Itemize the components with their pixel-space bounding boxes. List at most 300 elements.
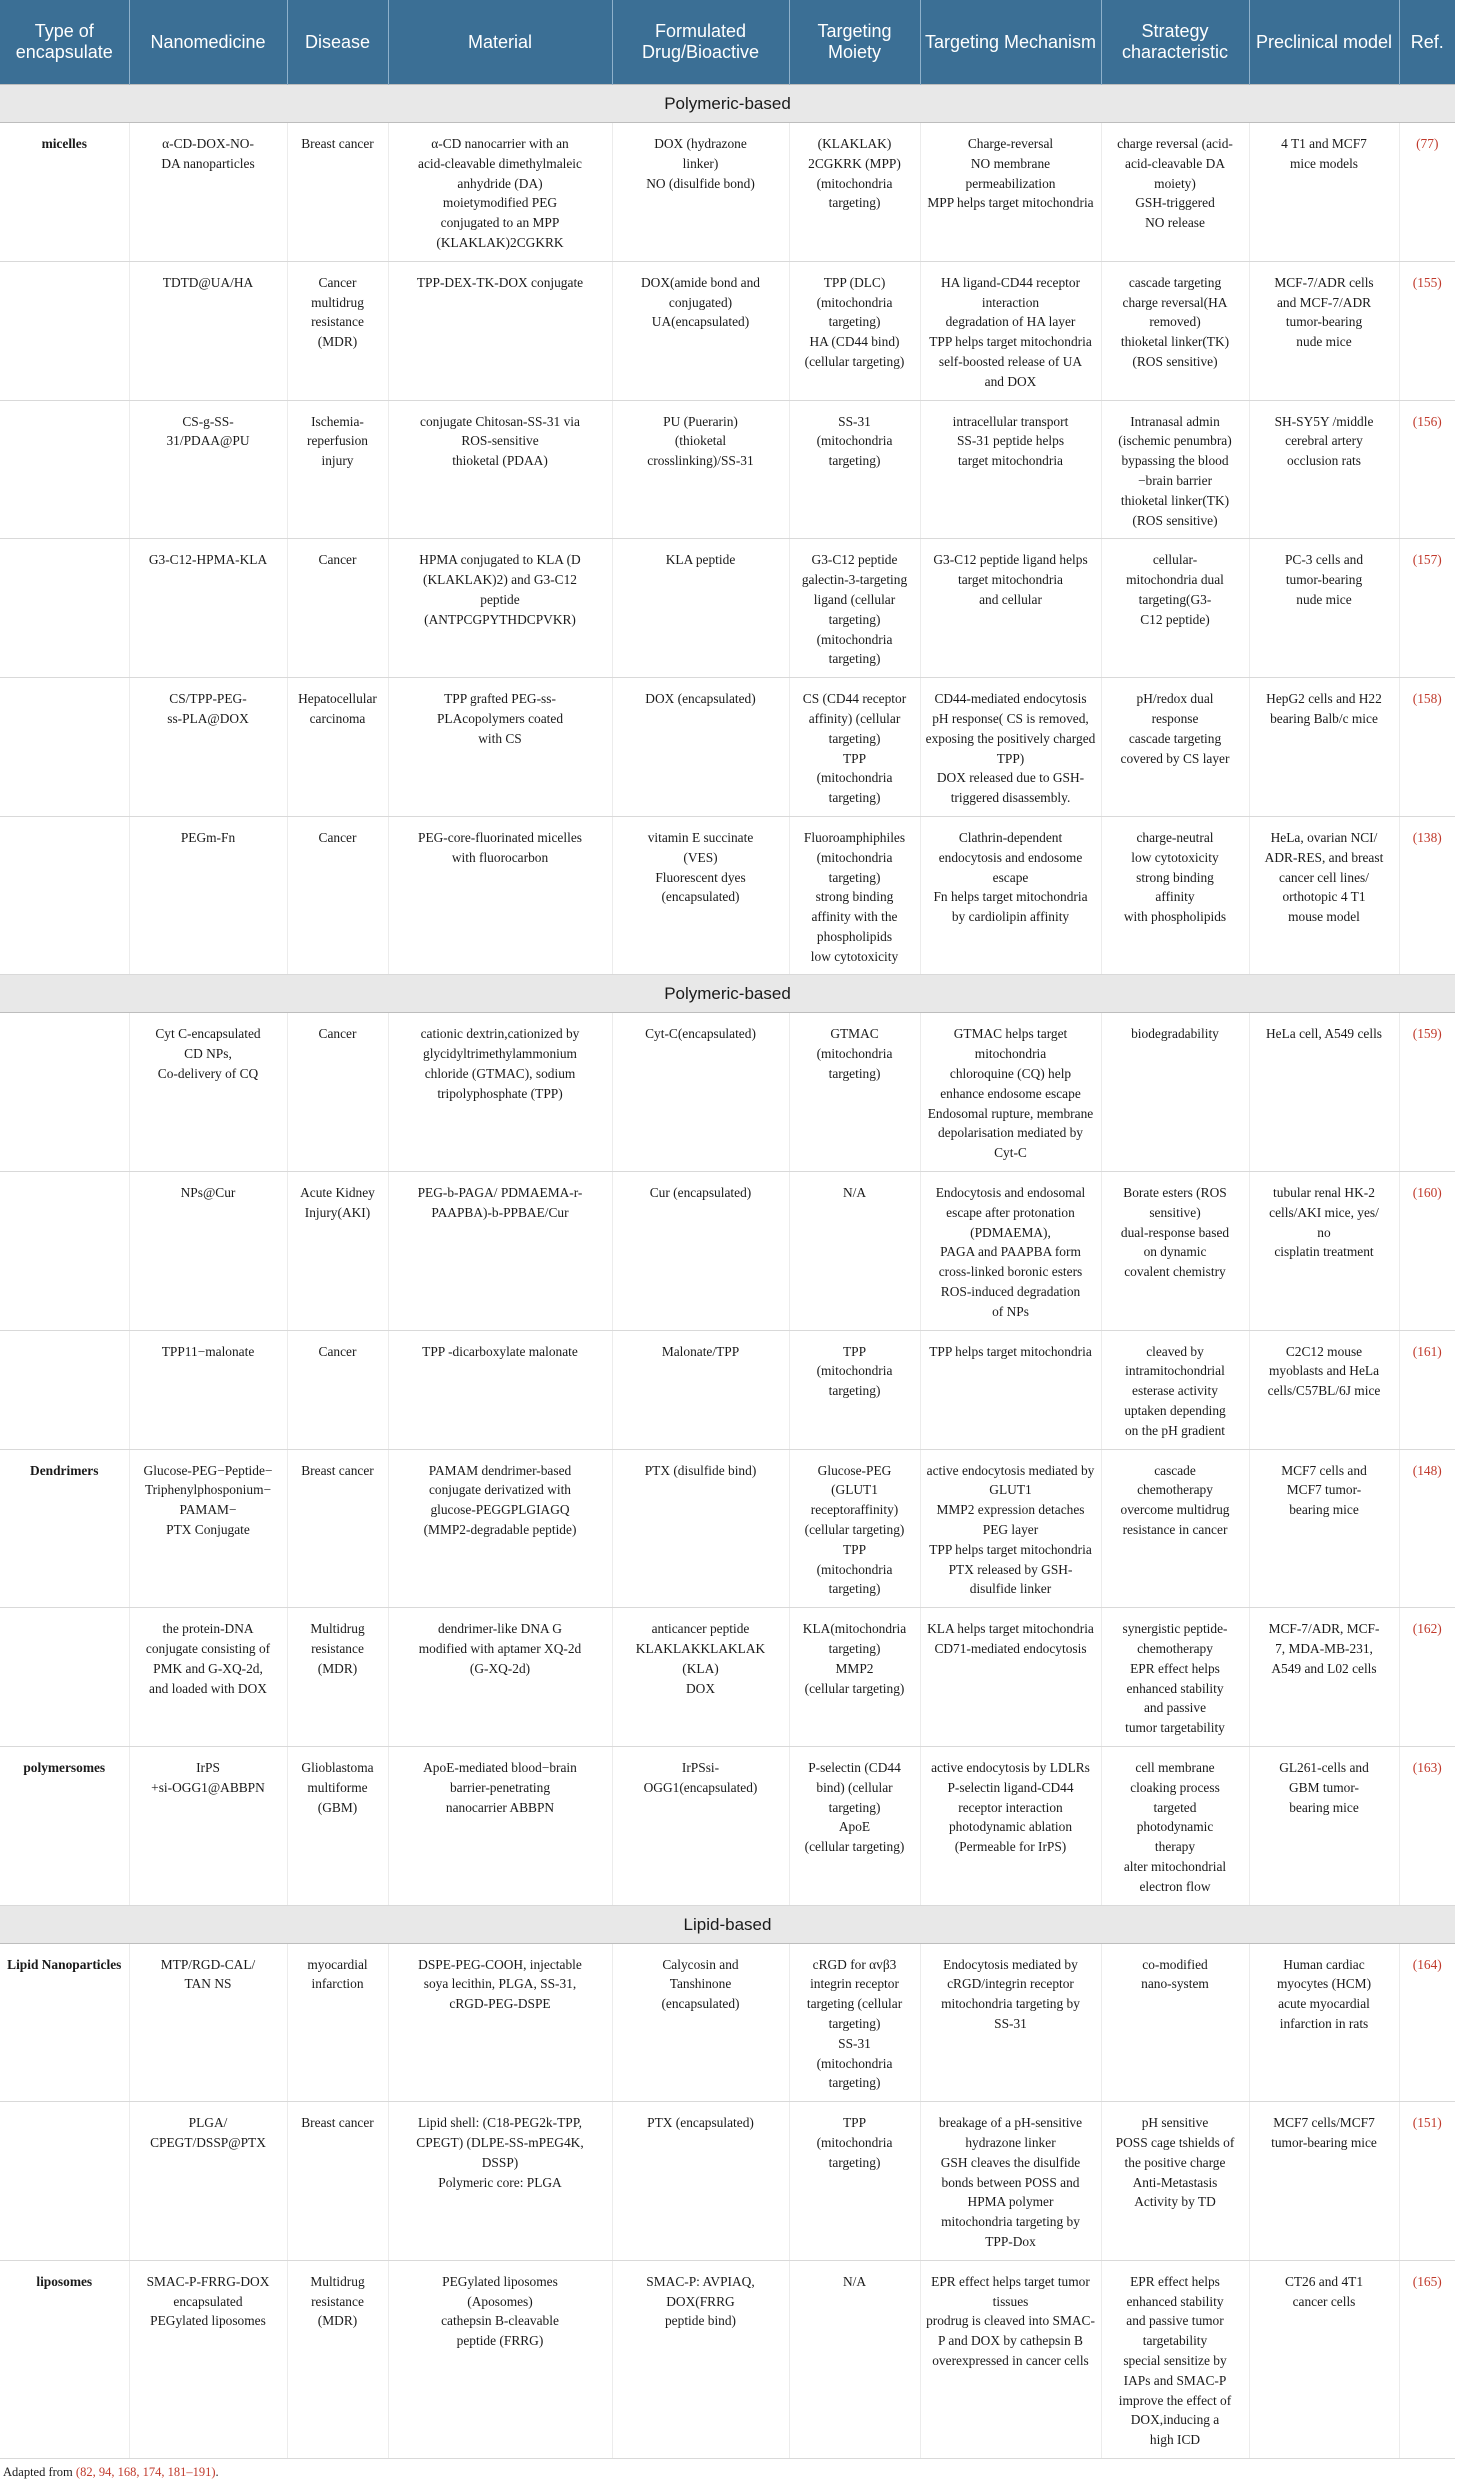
cell-model (1249, 123, 1399, 262)
header-strategy: Strategy characteristic (1101, 0, 1249, 85)
cell-ref[interactable]: (160) (1399, 1172, 1455, 1331)
cell-disease (287, 1943, 388, 2102)
cell-line: Tanshinone (669, 1976, 732, 1992)
cell-line: uptaken depending (1124, 1403, 1226, 1419)
cell-line: crosslinking)/SS-31 (647, 453, 754, 469)
cell-line: cellular- (1152, 552, 1198, 568)
cell-material (388, 123, 612, 262)
header-disease: Disease (287, 0, 388, 85)
cell-line: multidrug (311, 294, 364, 310)
cell-drug (612, 816, 789, 975)
cell-line: nude mice (1296, 591, 1352, 607)
cell-line: myocytes (HCM) (1276, 1976, 1372, 1992)
cell-disease (287, 1608, 388, 1747)
cell-line: TPP (DLC) (823, 274, 886, 290)
cell-line: targeting) (828, 195, 881, 211)
cell-line: therapy (1154, 1839, 1196, 1855)
header-drug: Formulated Drug/Bioactive (612, 0, 789, 85)
table-row (0, 2260, 1455, 2458)
cell-line: target mitochondria (958, 453, 1063, 469)
cell-line: targeting) (828, 611, 881, 627)
cell-nanomedicine (129, 123, 287, 262)
cell-line: improve the effect of (1118, 2392, 1232, 2408)
cell-line: KLAKLAKKLAKLAK (635, 1641, 766, 1656)
cell-strategy (1101, 678, 1249, 817)
cell-material (388, 1943, 612, 2102)
cell-line: PMK and G-XQ-2d, (153, 1660, 263, 1676)
cell-line: Cyt C-encapsulated (155, 1026, 261, 1042)
cell-line: degradation of HA layer (945, 314, 1076, 330)
cell-line: cascade targeting (1128, 274, 1222, 290)
cell-line: chemotherapy (1137, 1482, 1213, 1498)
cell-line: HeLa, ovarian NCI/ (1270, 829, 1378, 845)
cell-line: PAGA and PAAPBA form (940, 1244, 1081, 1260)
cell-line: targeting) (828, 2154, 881, 2170)
cell-line: myocardial (307, 1956, 368, 1972)
cell-line: with phospholipids (1123, 909, 1227, 925)
cell-ref[interactable]: (159) (1399, 1013, 1455, 1172)
cell-moiety (789, 1608, 920, 1747)
cell-line: encapsulated (173, 2293, 243, 2309)
cell-line: and loaded with DOX (149, 1680, 267, 1696)
header-nanomedicine: Nanomedicine (129, 0, 287, 85)
cell-disease (287, 2260, 388, 2458)
cell-line: endocytosis and endosome (938, 849, 1083, 865)
table-row (0, 261, 1455, 400)
cell-material (388, 400, 612, 539)
cell-line: cloaking process (1130, 1779, 1220, 1795)
cell-line: carcinoma (309, 710, 366, 726)
cell-line: glucose-PEGGPLGIAGQ (430, 1502, 570, 1518)
cell-ref[interactable]: (164) (1399, 1943, 1455, 2102)
cell-line: SMAC-P-FRRG-DOX (146, 2273, 270, 2289)
cell-line: moiety) (1154, 175, 1196, 191)
cell-line: GL261-cells and (1279, 1759, 1369, 1775)
cell-mechanism (920, 123, 1101, 262)
cell-line: cathepsin B-cleavable (441, 2313, 559, 2329)
cell-line: tumor-bearing mice (1271, 2134, 1377, 2150)
cell-line: targetability (1142, 2333, 1208, 2349)
cell-material (388, 2102, 612, 2261)
cell-line: Borate esters (ROS (1123, 1185, 1227, 1201)
cell-mechanism (920, 816, 1101, 975)
cell-line: intramitochondrial (1125, 1363, 1225, 1379)
cell-disease (287, 1449, 388, 1608)
cell-line: cRGD for αvβ3 (812, 1956, 897, 1972)
cell-line: SS-31 (838, 413, 871, 429)
cell-line: orthotopic 4 T1 (1282, 889, 1366, 905)
cell-line: DSSP) (481, 2154, 519, 2170)
cell-line: PAAPBA)-b-PPBAE/Cur (431, 1204, 569, 1220)
cell-nanomedicine (129, 1746, 287, 1905)
cell-line: Human cardiac (1283, 1956, 1365, 1972)
cell-model (1249, 678, 1399, 817)
table-row (0, 816, 1455, 975)
cell-line: low cytotoxicity (1131, 849, 1219, 865)
cell-line: 2CGKRK (MPP) (808, 155, 901, 171)
cell-line: TPP-DEX-TK-DOX conjugate (416, 274, 584, 290)
cell-line: TDTD@UA/HA (162, 274, 254, 290)
cell-line: covered by CS layer (1120, 750, 1230, 766)
footnote-refs[interactable]: (82, 94, 168, 174, 181–191) (75, 2464, 216, 2479)
cell-type: polymersomes (0, 1746, 129, 1905)
cell-moiety (789, 678, 920, 817)
cell-line: (mitochondria (816, 2055, 893, 2071)
cell-line: breakage of a pH-sensitive (938, 2115, 1083, 2131)
cell-moiety (789, 539, 920, 678)
cell-line: targeting) (828, 453, 881, 469)
cell-mechanism (920, 539, 1101, 678)
cell-line: tripolyphosphate (TPP) (437, 1085, 563, 1101)
cell-line: and MCF-7/ADR (1276, 294, 1372, 310)
cell-ref[interactable]: (138) (1399, 816, 1455, 975)
cell-line: cascade targeting (1128, 730, 1222, 746)
cell-nanomedicine (129, 1943, 287, 2102)
cell-line: MMP2 expression detaches (936, 1502, 1085, 1518)
cell-line: Glioblastoma (301, 1759, 374, 1775)
cell-ref[interactable]: (165) (1399, 2260, 1455, 2458)
cell-line: bypassing the blood (1121, 453, 1229, 469)
cell-type (0, 1330, 129, 1449)
cell-strategy (1101, 1449, 1249, 1608)
cell-line: TPP grafted PEG-ss- (444, 691, 556, 707)
cell-line: exposing the positively charged (925, 730, 1096, 746)
cell-mechanism (920, 261, 1101, 400)
cell-line: DOX,inducing a (1130, 2412, 1220, 2428)
footnote-suffix: . (215, 2464, 219, 2479)
cell-line: Calycosin and (662, 1956, 739, 1972)
cell-line: affinity (1155, 889, 1195, 905)
cell-line: TPP -dicarboxylate malonate (422, 1343, 578, 1359)
cell-disease (287, 123, 388, 262)
cell-line: (KLA) (682, 1660, 719, 1676)
cell-line: peptide (FRRG) (456, 2333, 544, 2349)
cell-drug (612, 1608, 789, 1747)
cell-strategy (1101, 261, 1249, 400)
cell-line: photodynamic (1136, 1819, 1214, 1835)
cell-strategy (1101, 816, 1249, 975)
cell-line: Co-delivery of CQ (157, 1066, 259, 1082)
cell-line: glycidyltrimethylammonium (423, 1046, 577, 1062)
cell-line: CS (CD44 receptor (802, 691, 907, 707)
cell-line: CS-g-SS- (182, 413, 234, 429)
cell-line: CT26 and 4T1 (1284, 2273, 1364, 2289)
table-footnote (3, 2465, 1460, 2480)
cell-line: Anti-Metastasis (1132, 2174, 1218, 2190)
cell-line: Cyt-C (994, 1145, 1027, 1161)
cell-ref[interactable]: (151) (1399, 2102, 1455, 2261)
cell-model (1249, 1013, 1399, 1172)
table-row (0, 539, 1455, 678)
cell-line: resistance in cancer (1122, 1522, 1228, 1538)
cell-line: +si-OGG1@ABBPN (151, 1779, 265, 1795)
cell-line: (cellular targeting) (804, 1839, 905, 1855)
cell-line: N/A (842, 2273, 867, 2289)
cell-drug (612, 678, 789, 817)
cell-line: targeting) (828, 790, 881, 806)
cell-line: targeting) (828, 730, 881, 746)
cell-line: conjugated) (668, 294, 733, 310)
cell-line: infarction in rats (1279, 2015, 1369, 2031)
cell-line: KLA peptide (665, 552, 736, 568)
table-row (0, 1330, 1455, 1449)
cell-line: integrin receptor (810, 1976, 899, 1992)
cell-line: (KLAKLAK) (817, 136, 892, 151)
cell-line: (mitochondria (816, 1363, 893, 1379)
cell-line: esterase activity (1132, 1383, 1218, 1399)
cell-line: cerebral artery (1285, 433, 1363, 449)
cell-strategy (1101, 1330, 1249, 1449)
cell-line: and cellular (979, 591, 1042, 607)
cell-disease (287, 1172, 388, 1331)
cell-line: targeted (1153, 1799, 1197, 1815)
cell-line: anticancer peptide (651, 1621, 750, 1637)
cell-line: self-boosted release of UA (938, 353, 1083, 369)
cell-line: ss-PLA@DOX (167, 710, 249, 726)
cell-ref[interactable]: (163) (1399, 1746, 1455, 1905)
table-row (0, 1172, 1455, 1331)
cell-line: prodrug is cleaved into SMAC- (926, 2313, 1095, 2329)
cell-disease (287, 1746, 388, 1905)
cell-material (388, 678, 612, 817)
cell-line: PLAcopolymers coated (436, 710, 564, 726)
cell-type: Dendrimers (0, 1449, 129, 1608)
cell-drug (612, 1943, 789, 2102)
cell-moiety (789, 1449, 920, 1608)
cell-line: PAMAM dendrimer-based (428, 1462, 572, 1478)
table-row (0, 1013, 1455, 1172)
cell-ref[interactable]: (148) (1399, 1449, 1455, 1608)
cell-line: TAN NS (184, 1976, 232, 1992)
cell-line: soya lecithin, PLGA, SS-31, (423, 1976, 577, 1992)
table-row (0, 1608, 1455, 1747)
cell-line: mitochondria dual (1126, 572, 1224, 588)
cell-line: MPP helps target mitochondria (927, 195, 1094, 211)
cell-line: depolarisation mediated by (937, 1125, 1084, 1141)
cell-mechanism (920, 2260, 1101, 2458)
cell-line: TPP helps target mitochondria (929, 1343, 1092, 1359)
cell-line: nano-system (1141, 1976, 1209, 1992)
cell-line: TPP11−malonate (161, 1343, 255, 1359)
cell-line: DOX (hydrazone (654, 136, 747, 151)
cell-model (1249, 1172, 1399, 1331)
cell-material (388, 2260, 612, 2458)
cell-line: Fluoroamphiphiles (803, 829, 906, 845)
cell-line: phospholipids (816, 928, 893, 944)
cell-line: targeting) (828, 1799, 881, 1815)
cell-line: cell membrane (1135, 1759, 1215, 1775)
cell-line: EPR effect helps (1130, 1660, 1220, 1676)
cell-line: HA ligand-CD44 receptor (940, 274, 1081, 290)
cell-line: Glucose-PEG (817, 1462, 892, 1478)
cell-line: barrier-penetrating (449, 1779, 551, 1795)
cell-line: target mitochondria (958, 572, 1063, 588)
cell-line: targeting) (828, 1383, 881, 1399)
cell-line: cRGD/integrin receptor (947, 1976, 1074, 1992)
cell-line: α-CD nanocarrier with an (431, 136, 569, 151)
cell-ref[interactable]: (158) (1399, 678, 1455, 817)
cell-line: no (1317, 1224, 1331, 1240)
cell-moiety (789, 816, 920, 975)
cell-line: mice models (1289, 155, 1359, 171)
cell-ref[interactable]: (162) (1399, 1608, 1455, 1747)
cell-line: UA(encapsulated) (651, 314, 750, 330)
cell-line: disulfide linker (969, 1581, 1052, 1597)
cell-line: HeLa cell, A549 cells (1265, 1026, 1382, 1042)
cell-type: micelles (0, 123, 129, 262)
cell-line: (Aposomes) (467, 2293, 533, 2309)
cell-nanomedicine (129, 678, 287, 817)
cell-line: Triphenylphosponium− (144, 1482, 272, 1498)
cell-strategy (1101, 1608, 1249, 1747)
cell-line: (mitochondria (816, 1046, 893, 1062)
cell-type (0, 261, 129, 400)
cell-line: mitochondria targeting by (941, 2214, 1080, 2230)
cell-line: C12 peptide) (1140, 611, 1210, 627)
cell-line: ApoE-mediated blood−brain (423, 1759, 577, 1775)
cell-line: Cyt-C(encapsulated) (645, 1026, 756, 1042)
cell-model (1249, 1449, 1399, 1608)
cell-material (388, 261, 612, 400)
cell-nanomedicine (129, 400, 287, 539)
cell-drug (612, 2260, 789, 2458)
cell-nanomedicine (129, 2102, 287, 2261)
cell-line: HPMA polymer (967, 2194, 1054, 2210)
cell-line: A549 and L02 cells (1271, 1660, 1377, 1676)
cell-moiety (789, 123, 920, 262)
cell-moiety (789, 2102, 920, 2261)
cell-line: targeting) (828, 2015, 881, 2031)
cell-line: Multidrug (310, 1621, 365, 1637)
cell-line: 31/PDAA@PU (166, 433, 250, 449)
cell-line: HepG2 cells and H22 (1266, 691, 1382, 707)
cell-line: EPR effect helps target tumor (931, 2273, 1090, 2289)
cell-line: permeabilization (965, 175, 1056, 191)
cell-line: MCF7 tumor- (1286, 1482, 1362, 1498)
section-header-row (0, 85, 1455, 123)
cell-line: intracellular transport (952, 413, 1069, 429)
cell-line: mitochondria (974, 1046, 1047, 1062)
cell-strategy (1101, 1943, 1249, 2102)
cell-line: co-modified (1142, 1956, 1208, 1972)
cell-line: Breast cancer (301, 2115, 374, 2131)
cell-line: IAPs and SMAC-P (1123, 2372, 1227, 2388)
cell-line: Cancer (318, 552, 357, 568)
cell-material (388, 816, 612, 975)
cell-line: conjugate consisting of (145, 1641, 271, 1656)
cell-line: (mitochondria (816, 294, 893, 310)
cell-line: (MDR) (317, 2313, 358, 2329)
cell-line: Breast cancer (301, 1462, 374, 1478)
cell-line: Hepatocellular (298, 691, 377, 707)
section-title: Lipid-based (0, 1905, 1455, 1943)
cell-line: (KLAKLAK)2CGKRK (436, 234, 564, 250)
cell-drug (612, 1172, 789, 1331)
cell-line: chloroquine (CQ) help (949, 1066, 1072, 1082)
cell-disease (287, 400, 388, 539)
cell-type (0, 1608, 129, 1747)
cell-drug (612, 2102, 789, 2261)
cell-line: G3-C12-HPMA-KLA (148, 552, 268, 568)
cell-type (0, 816, 129, 975)
cell-line: (GBM) (317, 1799, 358, 1815)
cell-line: anhydride (DA) (457, 175, 543, 191)
cell-line: dual-response based (1120, 1224, 1230, 1240)
cell-strategy (1101, 2260, 1249, 2458)
cell-line: removed) (1149, 314, 1201, 330)
cell-model (1249, 400, 1399, 539)
cell-moiety (789, 1330, 920, 1449)
cell-line: alter mitochondrial (1123, 1858, 1227, 1874)
cell-ref[interactable]: (157) (1399, 539, 1455, 678)
cell-ref[interactable]: (161) (1399, 1330, 1455, 1449)
cell-material (388, 1172, 612, 1331)
cell-line: Multidrug (310, 2273, 365, 2289)
cell-line: MCF-7/ADR cells (1274, 274, 1374, 290)
cell-line: tumor-bearing (1285, 314, 1363, 330)
cell-line: high ICD (1149, 2432, 1201, 2448)
cell-line: (Permeable for IrPS) (954, 1839, 1067, 1855)
cell-nanomedicine (129, 1172, 287, 1331)
cell-model (1249, 261, 1399, 400)
cell-line: CD44-mediated endocytosis (934, 691, 1087, 707)
cell-line: CS/TPP-PEG- (169, 691, 247, 707)
cell-line: overcome multidrug (1120, 1502, 1230, 1518)
cell-line: (mitochondria (816, 433, 893, 449)
cell-line: vitamin E succinate (647, 829, 754, 845)
cell-moiety (789, 261, 920, 400)
cell-line: (mitochondria (816, 631, 893, 647)
cell-nanomedicine (129, 2260, 287, 2458)
cell-line: conjugate derivatized with (428, 1482, 572, 1498)
cell-line: and DOX (984, 373, 1037, 389)
cell-line: peptide bind) (664, 2313, 737, 2329)
cell-line: MTP/RGD-CAL/ (160, 1956, 256, 1972)
cell-line: pH/redox dual (1136, 691, 1214, 707)
cell-line: galectin-3-targeting (801, 572, 908, 588)
cell-ref[interactable]: (156) (1399, 400, 1455, 539)
cell-line: affinity) (cellular (808, 710, 901, 726)
cell-line: response (1151, 710, 1199, 726)
cell-line: (encapsulated) (661, 889, 740, 905)
cell-ref[interactable]: (155) (1399, 261, 1455, 400)
cell-line: PTX Conjugate (166, 1522, 250, 1538)
cell-line: mouse model (1288, 909, 1360, 925)
cell-model (1249, 816, 1399, 975)
cell-line: the positive charge (1124, 2154, 1226, 2170)
cell-line: low cytotoxicity (810, 948, 899, 964)
cell-line: (mitochondria (816, 175, 893, 191)
cell-nanomedicine (129, 1608, 287, 1747)
cell-disease (287, 678, 388, 817)
cell-ref[interactable]: (77) (1399, 123, 1455, 262)
cell-mechanism (920, 2102, 1101, 2261)
cell-moiety (789, 400, 920, 539)
cell-model (1249, 1943, 1399, 2102)
table-row (0, 400, 1455, 539)
cell-line: Cancer (318, 1343, 357, 1359)
cell-line: nude mice (1296, 334, 1352, 350)
cell-nanomedicine (129, 1013, 287, 1172)
cell-line: HPMA conjugated to KLA (D (419, 552, 581, 568)
cell-line: tumor-bearing (1285, 572, 1363, 588)
cell-type (0, 678, 129, 817)
cell-line: IrPS (196, 1759, 220, 1775)
cell-line: covalent chemistry (1124, 1264, 1226, 1280)
cell-line: ADR-RES, and breast (1264, 849, 1384, 865)
cell-line: bonds between POSS and (941, 2174, 1080, 2190)
cell-line: peptide (480, 591, 520, 607)
